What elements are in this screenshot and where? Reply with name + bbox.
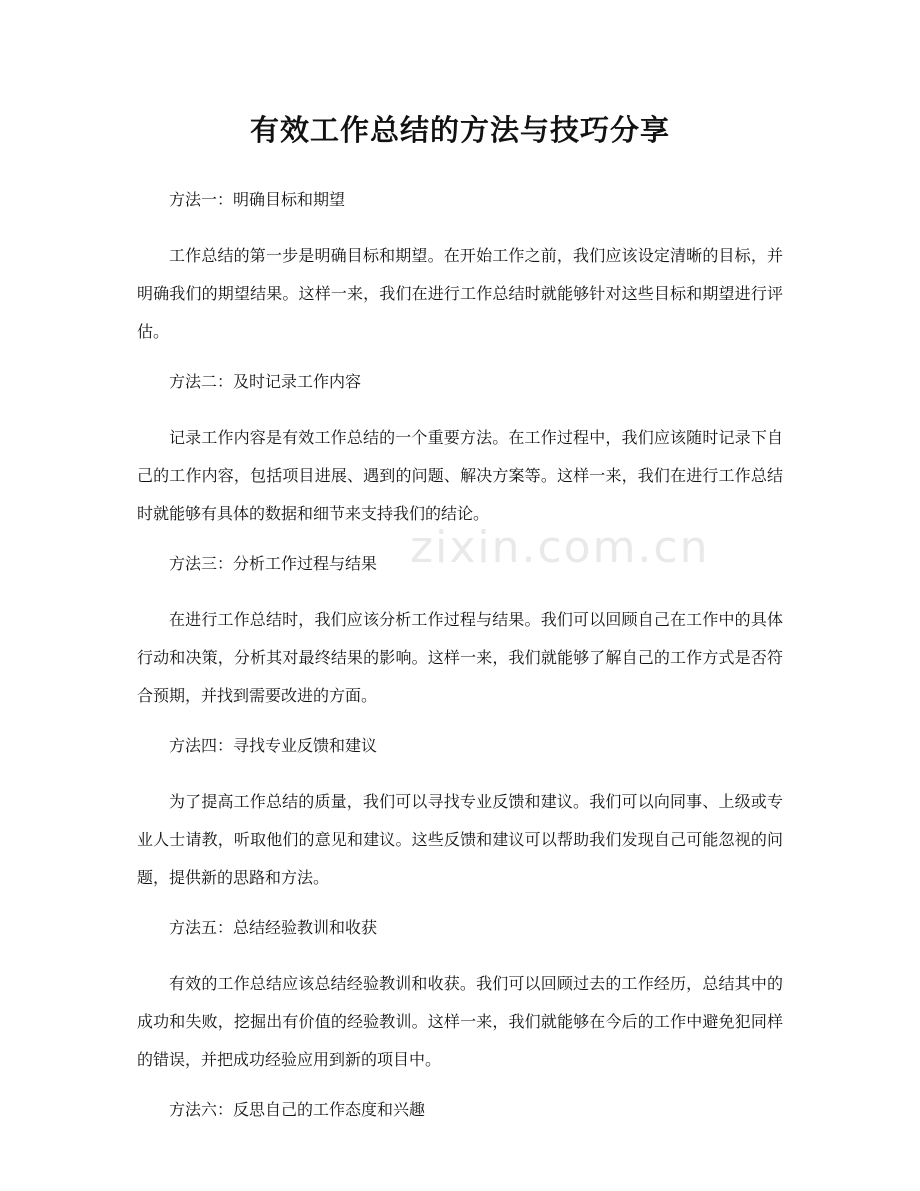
section-heading-1: 方法一：明确目标和期望 bbox=[169, 190, 346, 209]
document-body bbox=[137, 185, 783, 1125]
section-heading-4: 方法四：寻找专业反馈和建议 bbox=[169, 736, 378, 755]
watermark: zixin.com.cn bbox=[410, 522, 710, 573]
section-heading-3: 方法三：分析工作过程与结果 bbox=[169, 554, 378, 573]
page-title: 有效工作总结的方法与技巧分享 bbox=[249, 113, 670, 147]
section-paragraph-5: 有效的工作总结应该总结经验教训和收获。我们可以回顾过去的工作经历，总结其中的成功和失败，挖掘出有价值的经验教训。这样一来，我们就能够在今后的工作中避免犯同样的错误，并把成功经验应用到新的项目中。 bbox=[137, 974, 783, 1069]
section-paragraph-4: 为了提高工作总结的质量，我们可以寻找专业反馈和建议。我们可以向同事、上级或专业人士请教，听取他们的意见和建议。这些反馈和建议可以帮助我们发现自己可能忽视的问题，提供新的思路和方法。 bbox=[137, 792, 783, 887]
section-heading-5: 方法五：总结经验教训和收获 bbox=[169, 918, 378, 937]
section-paragraph-1: 工作总结的第一步是明确目标和期望。在开始工作之前，我们应该设定清晰的目标，并明确我们的期望结果。这样一来，我们在进行工作总结时就能够针对这些目标和期望进行评估。 bbox=[137, 246, 783, 341]
section-paragraph-3: 在进行工作总结时，我们应该分析工作过程与结果。我们可以回顾自己在工作中的具体行动和决策，分析其对最终结果的影响。这样一来，我们就能够了解自己的工作方式是否符合预期，并找到需要改进的方面。 bbox=[137, 610, 783, 705]
section-heading-6: 方法六：反思自己的工作态度和兴趣 bbox=[169, 1100, 426, 1119]
section-paragraph-2: 记录工作内容是有效工作总结的一个重要方法。在工作过程中，我们应该随时记录下自己的工作内容，包括项目进展、遇到的问题、解决方案等。这样一来，我们在进行工作总结时就能够有具体的数据和细节来支持我们的结论。 bbox=[137, 428, 783, 523]
section-heading-2: 方法二：及时记录工作内容 bbox=[169, 372, 362, 391]
